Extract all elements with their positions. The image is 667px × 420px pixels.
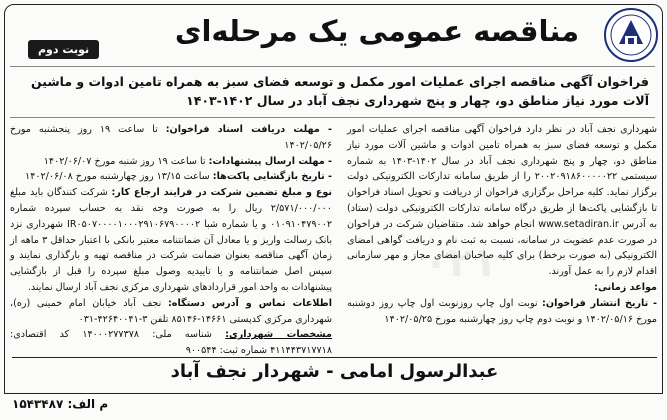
- subtitle-divider: [10, 117, 655, 118]
- spec-label: مشخصات شهرداری:: [225, 329, 332, 341]
- spec-text: شناسه ملی: ۱۴۰۰۰۲۷۷۳۷۸ کد اقتصادی: ۴۱۱۴۴۳۷۱۷۷۱۸ شماره ثبت: ۹۰۰۵۴۴: [10, 329, 332, 357]
- mayor-signature: عبدالرسول امامی - شهردار نجف آباد: [170, 361, 499, 382]
- right-column: [347, 122, 657, 327]
- left-column: [10, 122, 332, 359]
- doc-deadline-label: - مهلت دریافت اسناد فراخوان:: [165, 124, 332, 135]
- signature-bar: [12, 357, 657, 390]
- contact-text: نجف آباد خیابان امام خمینی (ره)، شهرداری مرکزی کدپستی ۱۴۶۶۱-۸۵۱۴۶ تلفن ۳-۴۲۶۴۰۰۴۱-۰۳۱: [10, 297, 332, 325]
- municipality-logo-icon: [603, 6, 659, 64]
- publish-text: نوبت اول چاپ روزنوبت اول چاپ روز دوشنبه مورخ ۱۴۰۲/۰۵/۱۶ و نوبت دوم چاپ روز چهارشنبه مورخ ۱۴۰۲/۰۵/۲۵: [347, 297, 657, 325]
- guarantee-label: نوع و مبلغ تضمین شرکت در فرایند ارجاع کار:: [111, 187, 333, 199]
- guarantee-text: شرکت کنندگان باید مبلغ ۲/۵۷۱/۰۰۰/۰۰۰ ریال را به صورت وجه نقد به حساب سپرده شماره ۰۱۰۹۱۰۴۷۹۰۰۲ و یا شماره شبا IR۰۵۰۷۰۰۰۰۱۰۰۰۲۹۱۰۶۷۹۰۰۰۰۲ شهرداری نزد بانک رسالت واریز و یا معادل آن ضمانتنامه معتبر بانکی با اعتبار حداقل ۳ ماهه از زمان آگهی مناقصه بعنوان ضمانت شرکت در مناقصه تهیه و بارگذاری نمایند و سپس اصل ضمانتنامه و یا تاییدیه وصول مبلغ سپرده را قبل از بازگشایی پیشنهادات به واحد امور قراردادهای شهرداری مرکزی نجف آباد ارسال نمایند.: [10, 187, 333, 293]
- opening-text: ساعت ۱۳/۱۵ روز چهارشنبه مورخ ۱۴۰۲/۰۶/۰۸: [25, 171, 210, 183]
- watermark: ۰۲۱: [423, 240, 497, 286]
- notice-code: م الف: ۱۵۴۳۴۸۷: [12, 397, 109, 411]
- opening-label: - تاریخ بازگشایی پاکت‌ها:: [212, 171, 332, 183]
- turn-badge: نوبت دوم: [28, 40, 99, 59]
- intro-paragraph: شهرداری نجف آباد در نظر دارد فراخوان آگهی مناقصه اجرای عملیات امور مکمل و توسعه فضای سبز به همراه تامین ادوات و ماشین آلات مورد نیاز مناطق دو، چهار و پنج شهرداری نجف آباد در سال ۱۴۰۲-۱۴۰۳ به شماره سیستمی ۲۰۰۲۰۹۱۸۶۰۰۰۰۰۲۲ را از طریق سامانه تدارکات الکترونیکی دولت برگزار نماید. کلیه مراحل برگزاری فراخوان از دریافت و تحویل اسناد فراخوان تا بازگشایی پاکت‌ها از طریق درگاه سامانه تدارکات الکترونیکی دولت (ستاد) به آدرس www.setadiran.ir انجام خواهد شد. متقاضیان شرکت در فراخوان در صورت عدم عضویت در سامانه، نسبت به ثبت نام و دریافت گواهی امضای الکترونیکی (به صورت برخط) برای کلیه صاحبان امضای مجاز و مهر سازمانی اقدام لازم را به عمل آورند.: [347, 124, 657, 278]
- doc-deadline-text: تا ساعت ۱۹ روز پنجشنبه مورخ ۱۴۰۲/۰۵/۲۶: [10, 124, 332, 151]
- contact-label: اطلاعات تماس و آدرس دستگاه:: [167, 297, 332, 309]
- notice-title: مناقصه عمومی یک مرحله‌ای: [174, 14, 580, 48]
- title-divider: [10, 66, 655, 67]
- schedule-label: مواعد زمانی:: [594, 281, 657, 293]
- submit-deadline-text: تا ساعت ۱۹ روز شنبه مورخ ۱۴۰۲/۰۶/۰۷: [43, 155, 206, 167]
- publish-label: - تاریخ انتشار فراخوان:: [542, 297, 657, 309]
- notice-subtitle: فراخوان آگهی مناقصه اجرای عملیات امور مکمل و توسعه فضای سبز به همراه تامین ادوات و ماشین آلات مورد نیاز مناطق دو، چهار و پنج شهرداری نجف آباد در سال ۱۴۰۲-۱۴۰۳: [31, 74, 649, 108]
- submit-deadline-label: - مهلت ارسال پیشنهادات:: [208, 155, 332, 167]
